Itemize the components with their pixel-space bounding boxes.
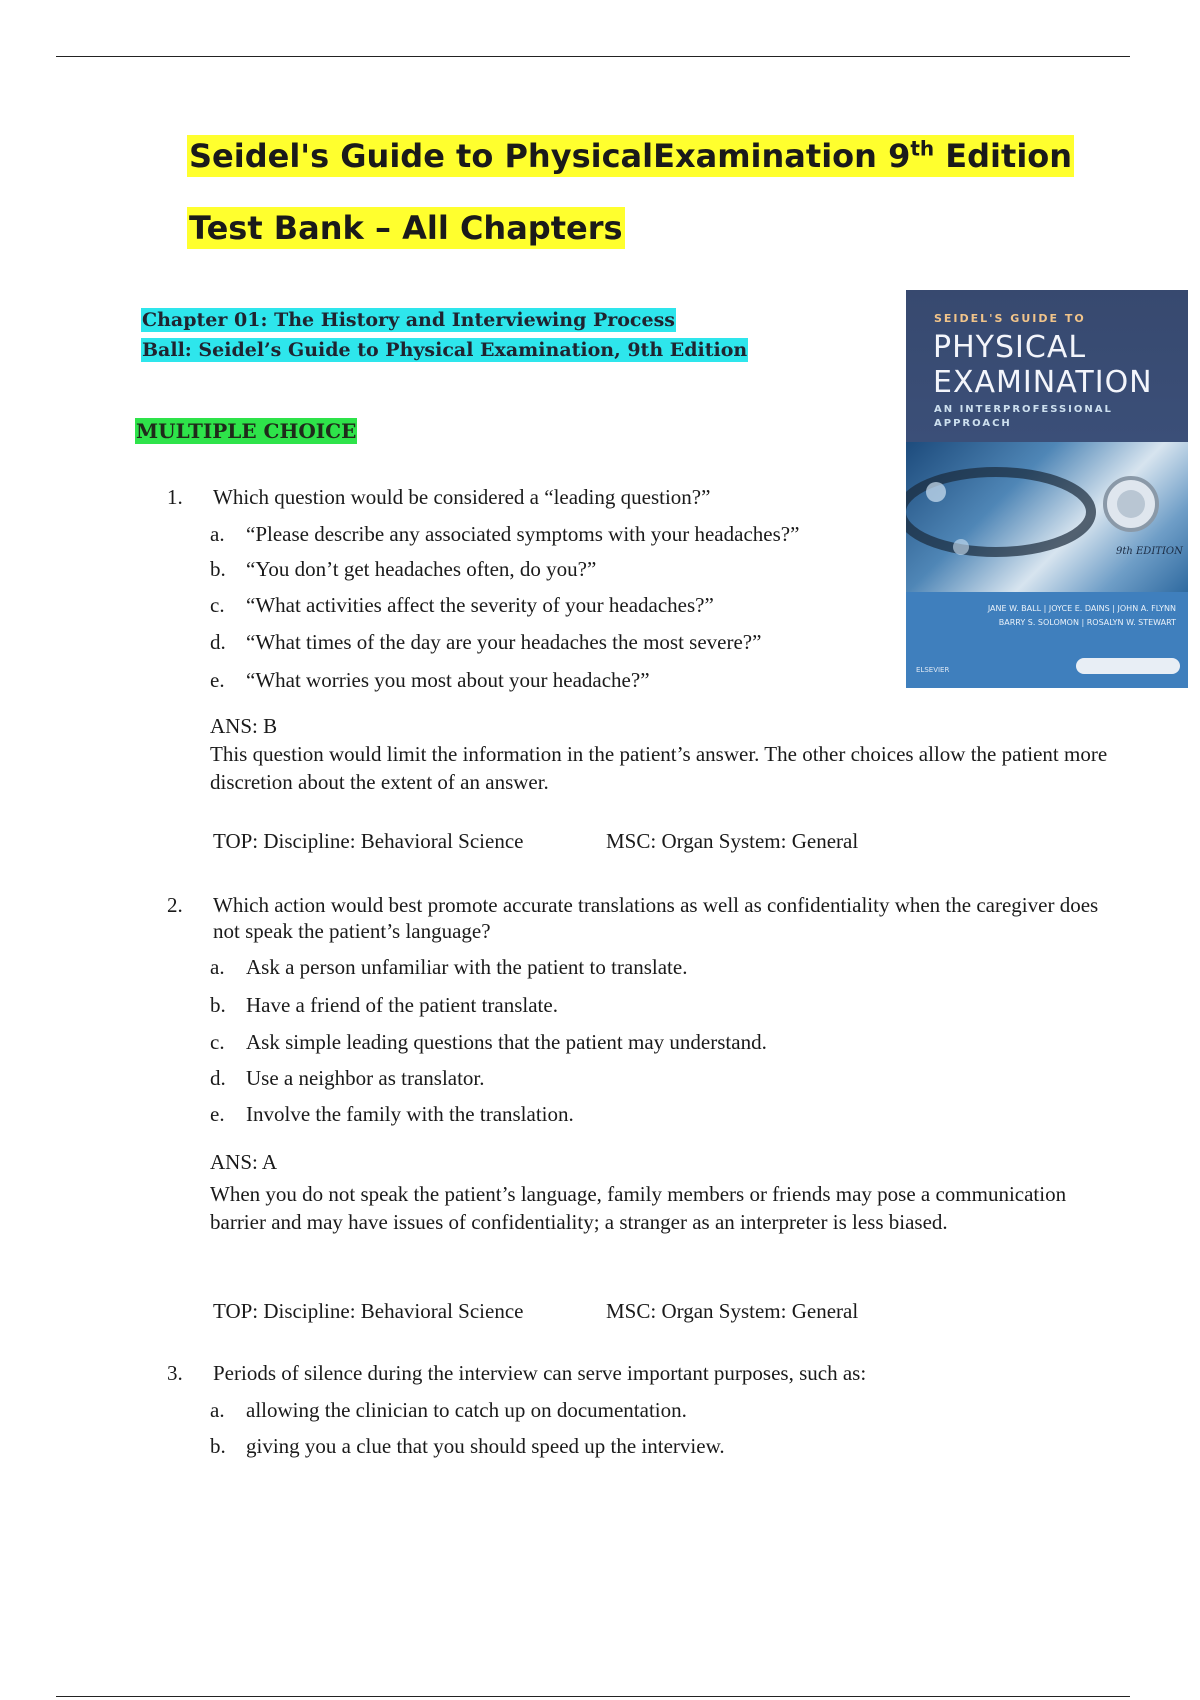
book-reference-text: Ball: Seidel’s Guide to Physical Examination, 9th Edition	[142, 339, 748, 361]
option-letter: d.	[210, 1066, 226, 1090]
question-stem: Periods of silence during the interview can serve important purposes, such as:	[213, 1361, 867, 1385]
title-main: Seidel's Guide to PhysicalExamination 9	[189, 137, 911, 175]
cover-authors-line-1: JANE W. BALL | JOYCE E. DAINS | JOHN A. FLYNN	[987, 604, 1176, 613]
stethoscope-icon	[906, 442, 1188, 592]
question-number: 2.	[167, 893, 183, 917]
question-number: 3.	[167, 1361, 183, 1385]
cover-subtitle: AN INTERPROFESSIONAL APPROACH	[934, 404, 1113, 429]
option-text: giving you a clue that you should speed up the interview.	[246, 1434, 725, 1458]
option-text: Involve the family with the translation.	[246, 1102, 574, 1126]
cover-authors-line-2: BARRY S. SOLOMON | ROSALYN W. STEWART	[998, 618, 1176, 627]
msc-tag: MSC: Organ System: General	[606, 829, 859, 853]
section-label	[135, 419, 357, 443]
option-letter: b.	[210, 557, 226, 581]
answer-key: ANS: B	[210, 714, 278, 738]
section-label-text: MULTIPLE CHOICE	[136, 419, 357, 443]
cover-edition: 9th EDITION	[1116, 546, 1183, 557]
option-text: “Please describe any associated symptoms with your headaches?”	[246, 522, 800, 546]
bottom-rule	[56, 1696, 1130, 1697]
question-stem: Which question would be considered a “leading question?”	[213, 485, 711, 509]
option-letter: e.	[210, 668, 225, 692]
chapter-heading	[141, 308, 676, 332]
question-stem: Which action would best promote accurate translations as well as confidentiality when the caregiver does not speak the patient’s language?	[213, 893, 1099, 943]
cover-badge	[1076, 658, 1180, 674]
top-rule	[56, 56, 1130, 57]
cover-title-line-1: PHYSICAL	[933, 330, 1087, 365]
option-text: “What activities affect the severity of your headaches?”	[246, 593, 714, 617]
option-text: “What times of the day are your headaches the most severe?”	[246, 630, 762, 654]
option-letter: c.	[210, 593, 225, 617]
document-title-line-2	[187, 208, 625, 248]
topic-tag: TOP: Discipline: Behavioral Science	[213, 829, 524, 853]
question-meta	[213, 828, 859, 854]
cover-publisher: ELSEVIER	[916, 666, 950, 674]
option-text: “You don’t get headaches often, do you?”	[246, 557, 597, 581]
title-line-2-text: Test Bank – All Chapters	[189, 209, 623, 247]
option-letter: b.	[210, 993, 226, 1017]
option-letter: a.	[210, 955, 225, 979]
option-letter: e.	[210, 1102, 225, 1126]
option-letter: a.	[210, 1398, 225, 1422]
question-number: 1.	[167, 485, 183, 509]
question-meta	[213, 1298, 859, 1324]
option-letter: c.	[210, 1030, 225, 1054]
option-text: Ask a person unfamiliar with the patient to translate.	[246, 955, 688, 979]
title-superscript: th	[910, 136, 935, 161]
cover-authors	[956, 602, 1176, 630]
cover-pre-title: SEIDEL'S GUIDE TO	[934, 312, 1086, 325]
option-text: allowing the clinician to catch up on documentation.	[246, 1398, 687, 1422]
option-text: Use a neighbor as translator.	[246, 1066, 485, 1090]
option-letter: b.	[210, 1434, 226, 1458]
option-letter: d.	[210, 630, 226, 654]
msc-tag: MSC: Organ System: General	[606, 1299, 859, 1323]
option-letter: a.	[210, 522, 225, 546]
option-text: Have a friend of the patient translate.	[246, 993, 558, 1017]
answer-rationale: This question would limit the information in the patient’s answer. The other choices allow the patient more discretion about the extent of an answer.	[210, 742, 1108, 794]
title-tail: Edition	[934, 137, 1073, 175]
book-reference	[141, 338, 748, 362]
option-text: “What worries you most about your headache?”	[246, 668, 650, 692]
cover-title-line-2: EXAMINATION	[933, 365, 1153, 400]
chapter-heading-text: Chapter 01: The History and Interviewing Process	[142, 309, 675, 331]
option-text: Ask simple leading questions that the patient may understand.	[246, 1030, 767, 1054]
stethoscope-photo	[906, 442, 1188, 592]
topic-tag: TOP: Discipline: Behavioral Science	[213, 1299, 524, 1323]
answer-rationale: When you do not speak the patient’s language, family members or friends may pose a communication barrier and may have issues of confidentiality; a stranger as an interpreter is less biased.	[210, 1182, 1067, 1234]
answer-key: ANS: A	[210, 1150, 278, 1174]
document-title-line-1	[187, 136, 1074, 176]
